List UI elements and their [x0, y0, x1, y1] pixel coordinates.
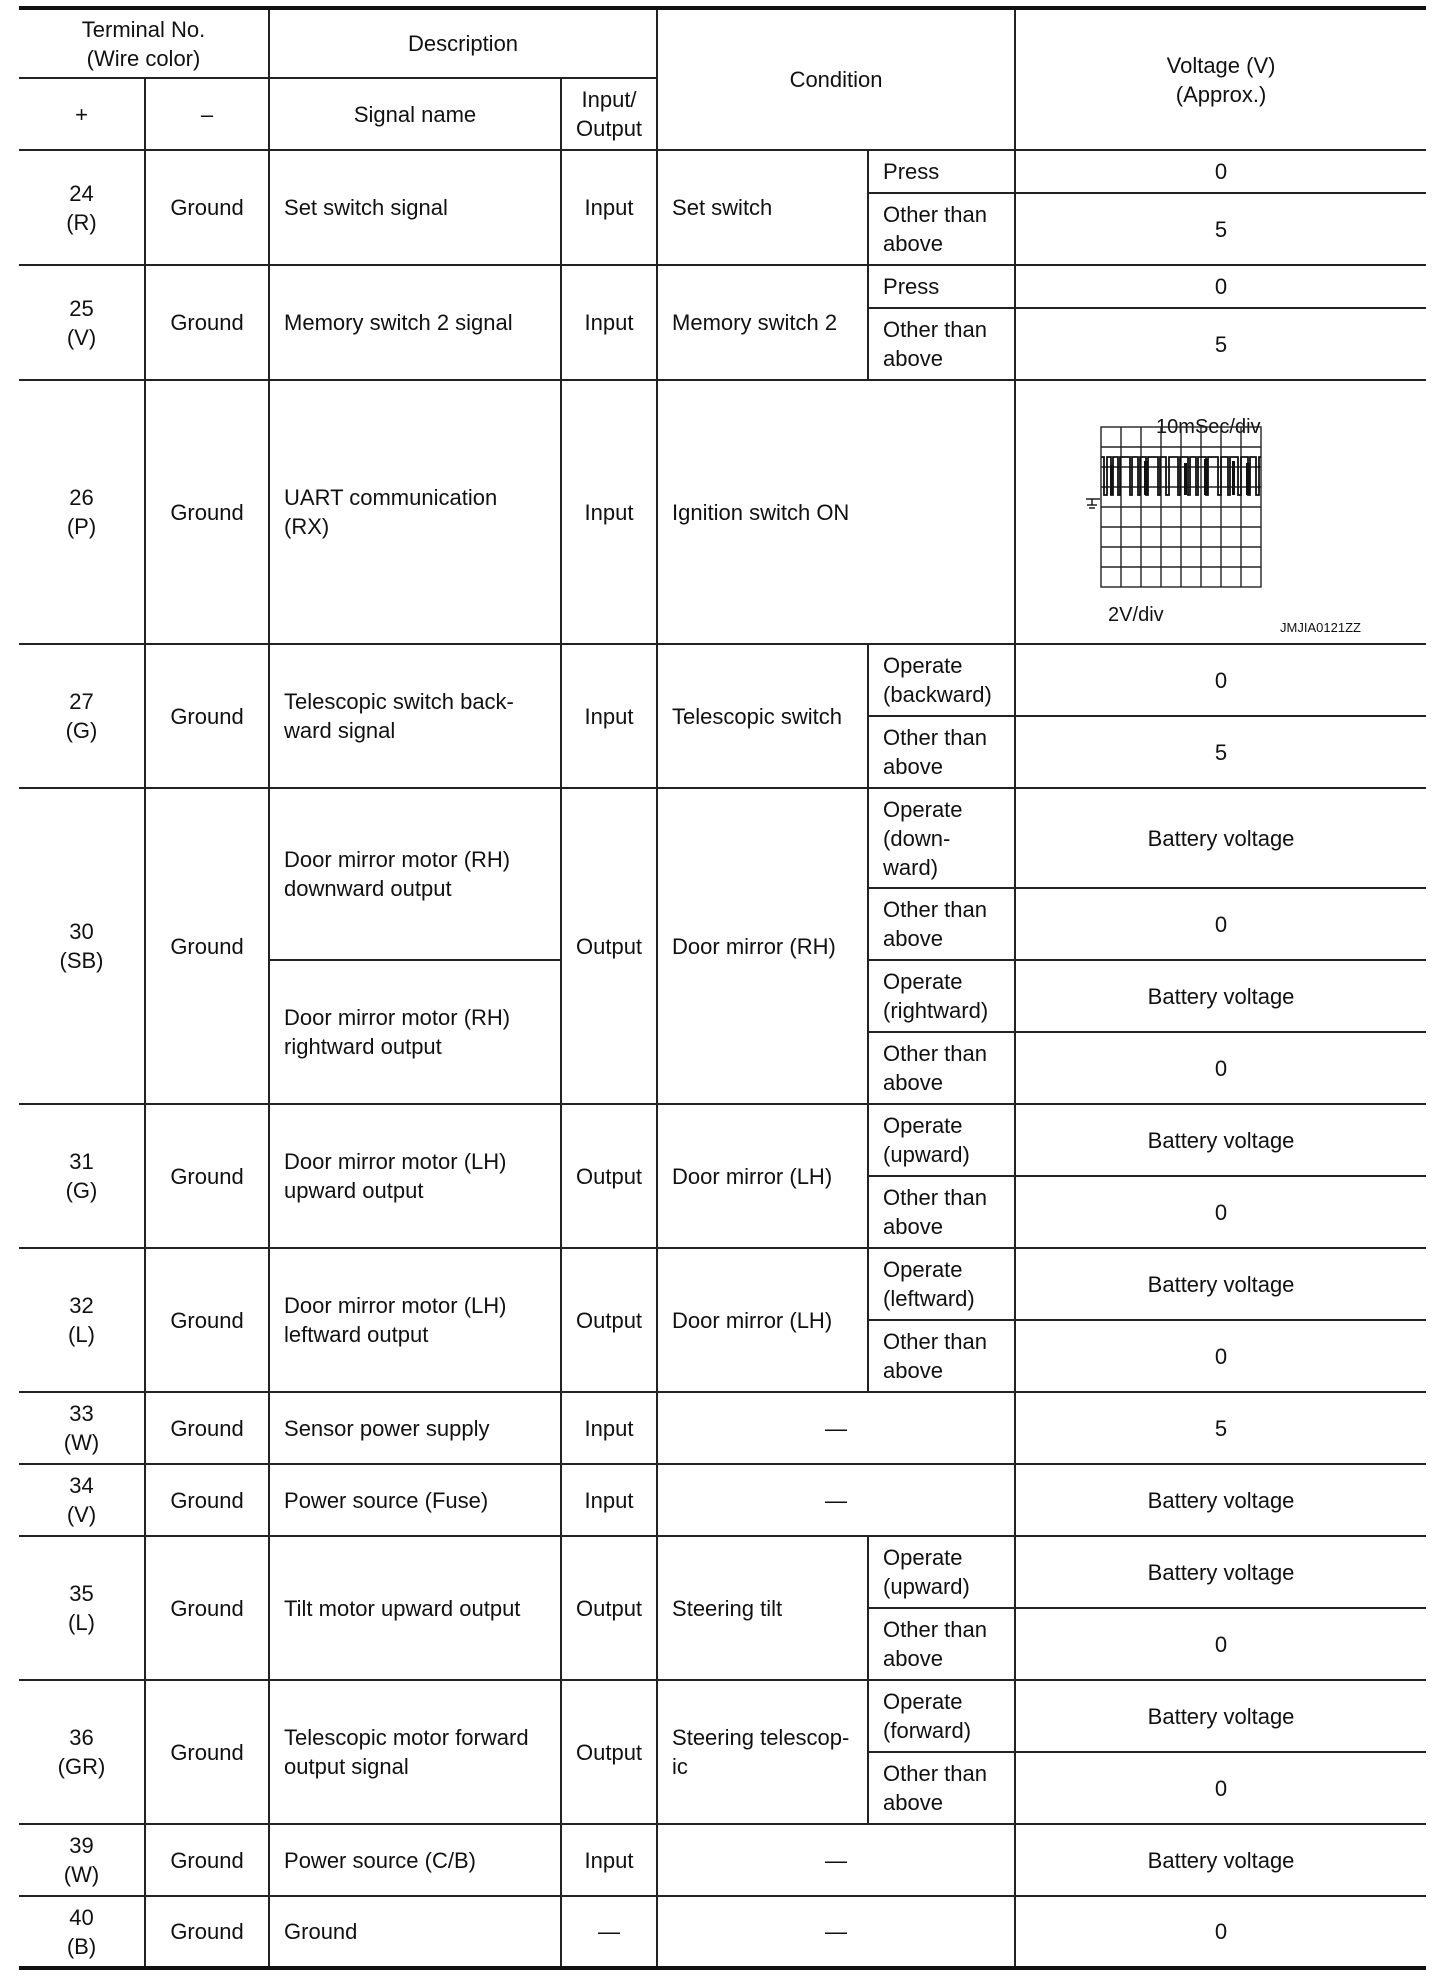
voltage-cell: 0 — [1015, 1608, 1426, 1680]
condition-state: Operate (down- ward) — [868, 788, 1015, 888]
condition-cell: Steering telescop- ic — [657, 1680, 868, 1824]
ground-cell: Ground — [145, 1464, 269, 1536]
terminal-cell: 33 (W) — [19, 1392, 145, 1464]
voltage-cell: Battery voltage — [1015, 1824, 1426, 1896]
header-condition: Condition — [657, 8, 1015, 150]
voltage-cell: 5 — [1015, 1392, 1426, 1464]
io-cell: Input — [561, 644, 657, 788]
ground-cell: Ground — [145, 265, 269, 380]
voltage-cell: 0 — [1015, 150, 1426, 193]
signal-name-cell: Power source (C/B) — [269, 1824, 561, 1896]
terminal-cell: 35 (L) — [19, 1536, 145, 1680]
voltage-cell: 0 — [1015, 1752, 1426, 1824]
voltage-cell: 0 — [1015, 1176, 1426, 1248]
header-description: Description — [269, 8, 657, 78]
io-cell: Input — [561, 150, 657, 265]
voltage-cell: 0 — [1015, 644, 1426, 716]
condition-cell: Set switch — [657, 150, 868, 265]
condition-cell: — — [657, 1464, 1015, 1536]
signal-name-cell: Set switch signal — [269, 150, 561, 265]
io-cell: Output — [561, 1104, 657, 1248]
voltage-cell: 0 — [1015, 888, 1426, 960]
terminal-cell: 36 (GR) — [19, 1680, 145, 1824]
condition-cell: — — [657, 1392, 1015, 1464]
terminal-cell: 40 (B) — [19, 1896, 145, 1968]
signal-name-cell: Tilt motor upward output — [269, 1536, 561, 1680]
io-cell: Input — [561, 1392, 657, 1464]
voltage-cell: 5 — [1015, 716, 1426, 788]
ground-cell: Ground — [145, 1896, 269, 1968]
ground-cell: Ground — [145, 1104, 269, 1248]
voltage-cell: Battery voltage — [1015, 1536, 1426, 1608]
condition-state: Operate (upward) — [868, 1536, 1015, 1608]
condition-state: Operate (upward) — [868, 1104, 1015, 1176]
ground-cell: Ground — [145, 1824, 269, 1896]
figure-code: JMJIA0121ZZ — [1280, 620, 1361, 635]
voltage-cell: 0 — [1015, 265, 1426, 308]
condition-state: Other than above — [868, 1032, 1015, 1104]
signal-name-cell: Ground — [269, 1896, 561, 1968]
condition-cell: Telescopic switch — [657, 644, 868, 788]
terminal-cell: 26 (P) — [19, 380, 145, 644]
ground-cell: Ground — [145, 1392, 269, 1464]
condition-cell: Door mirror (LH) — [657, 1248, 868, 1392]
voltage-cell: Battery voltage — [1015, 1680, 1426, 1752]
terminal-cell: 32 (L) — [19, 1248, 145, 1392]
voltage-cell: Battery voltage — [1015, 788, 1426, 888]
signal-name-cell: Door mirror motor (RH) downward output — [269, 788, 561, 960]
condition-state: Other than above — [868, 193, 1015, 265]
ground-cell: Ground — [145, 1680, 269, 1824]
voltage-cell: Battery voltage — [1015, 960, 1426, 1032]
io-cell: Input — [561, 1464, 657, 1536]
voltage-cell: Battery voltage — [1015, 1248, 1426, 1320]
header-io: Input/ Output — [561, 78, 657, 150]
io-cell: Output — [561, 1536, 657, 1680]
signal-name-cell: Power source (Fuse) — [269, 1464, 561, 1536]
terminal-cell: 39 (W) — [19, 1824, 145, 1896]
header-minus: – — [145, 78, 269, 150]
ground-cell: Ground — [145, 644, 269, 788]
voltage-cell: 5 — [1015, 308, 1426, 380]
io-cell: Output — [561, 1680, 657, 1824]
waveform-time-scale: 10mSec/div — [1156, 416, 1261, 438]
ground-cell: Ground — [145, 1248, 269, 1392]
condition-state: Other than above — [868, 1752, 1015, 1824]
signal-name-cell: Door mirror motor (RH) rightward output — [269, 960, 561, 1104]
header-signal-name: Signal name — [269, 78, 561, 150]
waveform-voltage-scale: 2V/div — [1108, 604, 1164, 626]
condition-state: Press — [868, 265, 1015, 308]
oscilloscope-waveform — [1086, 411, 1286, 611]
voltage-cell: Battery voltage — [1015, 1104, 1426, 1176]
header-plus: + — [19, 78, 145, 150]
condition-state: Other than above — [868, 1176, 1015, 1248]
signal-name-cell: Telescopic switch back- ward signal — [269, 644, 561, 788]
condition-state: Other than above — [868, 888, 1015, 960]
voltage-cell: 0 — [1015, 1320, 1426, 1392]
signal-name-cell: Sensor power supply — [269, 1392, 561, 1464]
condition-state: Press — [868, 150, 1015, 193]
ground-cell: Ground — [145, 380, 269, 644]
condition-state: Other than above — [868, 308, 1015, 380]
ground-cell: Ground — [145, 150, 269, 265]
ground-cell: Ground — [145, 788, 269, 1104]
condition-cell: Door mirror (RH) — [657, 788, 868, 1104]
terminal-cell: 24 (R) — [19, 150, 145, 265]
terminal-cell: 30 (SB) — [19, 788, 145, 1104]
waveform-cell — [1015, 380, 1426, 644]
condition-state: Other than above — [868, 716, 1015, 788]
condition-state: Operate (leftward) — [868, 1248, 1015, 1320]
condition-cell: — — [657, 1824, 1015, 1896]
voltage-cell: Battery voltage — [1015, 1464, 1426, 1536]
voltage-cell: 0 — [1015, 1896, 1426, 1968]
io-cell: Input — [561, 1824, 657, 1896]
condition-state: Other than above — [868, 1608, 1015, 1680]
condition-state: Operate (backward) — [868, 644, 1015, 716]
condition-cell: Steering tilt — [657, 1536, 868, 1680]
io-cell: Input — [561, 380, 657, 644]
voltage-cell: 0 — [1015, 1032, 1426, 1104]
io-cell: Output — [561, 1248, 657, 1392]
condition-cell: Memory switch 2 — [657, 265, 868, 380]
condition-state: Operate (rightward) — [868, 960, 1015, 1032]
terminal-cell: 27 (G) — [19, 644, 145, 788]
signal-name-cell: Telescopic motor forward output signal — [269, 1680, 561, 1824]
signal-name-cell: Memory switch 2 signal — [269, 265, 561, 380]
ground-cell: Ground — [145, 1536, 269, 1680]
io-cell: — — [561, 1896, 657, 1968]
signal-name-cell: UART communication (RX) — [269, 380, 561, 644]
header-voltage: Voltage (V) (Approx.) — [1015, 8, 1426, 150]
io-cell: Input — [561, 265, 657, 380]
terminal-cell: 25 (V) — [19, 265, 145, 380]
condition-cell: Door mirror (LH) — [657, 1104, 868, 1248]
terminal-cell: 34 (V) — [19, 1464, 145, 1536]
condition-cell: Ignition switch ON — [657, 380, 1015, 644]
voltage-cell: 5 — [1015, 193, 1426, 265]
condition-state: Operate (forward) — [868, 1680, 1015, 1752]
signal-name-cell: Door mirror motor (LH) leftward output — [269, 1248, 561, 1392]
terminal-spec-table — [19, 6, 1426, 1970]
condition-state: Other than above — [868, 1320, 1015, 1392]
terminal-cell: 31 (G) — [19, 1104, 145, 1248]
header-terminal-no: Terminal No. (Wire color) — [19, 8, 269, 78]
io-cell: Output — [561, 788, 657, 1104]
condition-cell: — — [657, 1896, 1015, 1968]
signal-name-cell: Door mirror motor (LH) upward output — [269, 1104, 561, 1248]
